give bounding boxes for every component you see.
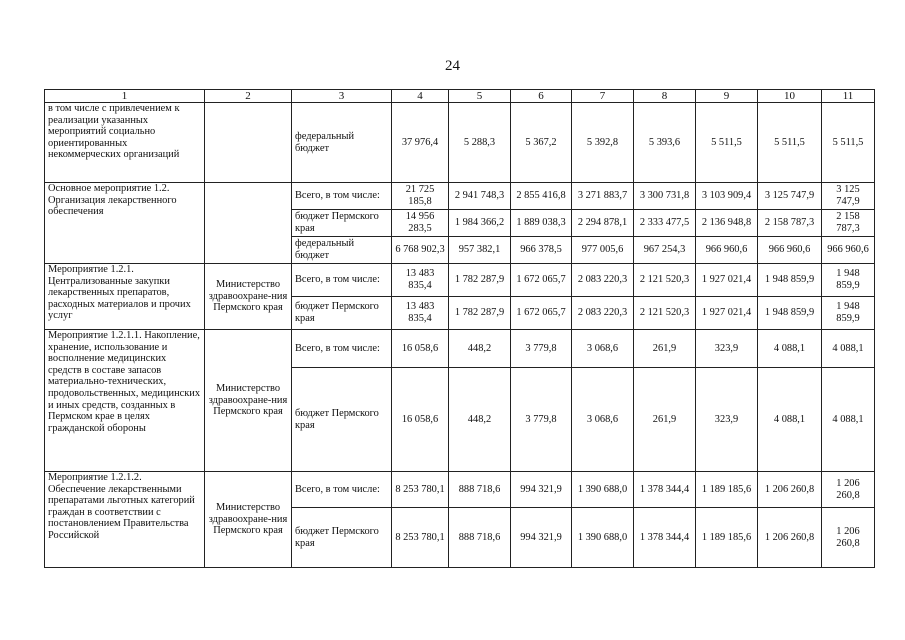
value-cell: 1 378 344,4 bbox=[634, 472, 696, 508]
value-cell: 13 483 835,4 bbox=[392, 264, 449, 297]
value-cell: 1 189 185,6 bbox=[696, 472, 758, 508]
header-cell: 8 bbox=[634, 90, 696, 103]
value-cell: 3 125 747,9 bbox=[758, 183, 822, 210]
value-cell: 5 392,8 bbox=[572, 103, 634, 183]
value-cell: 1 782 287,9 bbox=[449, 264, 511, 297]
value-cell: 5 511,5 bbox=[822, 103, 875, 183]
value-cell: 888 718,6 bbox=[449, 472, 511, 508]
value-cell: 5 393,6 bbox=[634, 103, 696, 183]
value-cell: 2 941 748,3 bbox=[449, 183, 511, 210]
measure-description: Мероприятие 1.2.1.2. Обеспечение лекарственными препаратами льготных категорий граждан в соответствии с постановлением Правительства Российской bbox=[45, 472, 205, 568]
header-row bbox=[45, 90, 875, 103]
funding-source: бюджет Пермского края bbox=[292, 368, 392, 472]
value-cell: 2 158 787,3 bbox=[822, 210, 875, 237]
value-cell: 3 779,8 bbox=[511, 330, 572, 368]
value-cell: 966 960,6 bbox=[758, 237, 822, 264]
value-cell: 3 068,6 bbox=[572, 330, 634, 368]
value-cell: 8 253 780,1 bbox=[392, 472, 449, 508]
executor-cell: Министерство здравоохране-ния Пермского края bbox=[205, 264, 292, 330]
table-row bbox=[45, 183, 875, 210]
table-row bbox=[45, 472, 875, 508]
value-cell: 3 068,6 bbox=[572, 368, 634, 472]
executor-cell: Министерство здравоохране-ния Пермского края bbox=[205, 472, 292, 568]
value-cell: 2 121 520,3 bbox=[634, 264, 696, 297]
value-cell: 323,9 bbox=[696, 368, 758, 472]
funding-source: федеральный бюджет bbox=[292, 237, 392, 264]
header-cell: 2 bbox=[205, 90, 292, 103]
value-cell: 37 976,4 bbox=[392, 103, 449, 183]
value-cell: 3 103 909,4 bbox=[696, 183, 758, 210]
funding-source: Всего, в том числе: bbox=[292, 472, 392, 508]
value-cell: 5 511,5 bbox=[758, 103, 822, 183]
value-cell: 3 125 747,9 bbox=[822, 183, 875, 210]
value-cell: 1 390 688,0 bbox=[572, 508, 634, 568]
measure-description: Мероприятие 1.2.1.1. Накопление, хранение, использование и восполнение медицинских средств в составе запасов материально-технических, продовольственных, медицинских и иных средств, созданных в Пермском крае в целях гражданской обороны bbox=[45, 330, 205, 472]
executor-cell bbox=[205, 103, 292, 183]
table-row bbox=[45, 103, 875, 183]
value-cell: 3 300 731,8 bbox=[634, 183, 696, 210]
value-cell: 1 948 859,9 bbox=[822, 297, 875, 330]
value-cell: 1 206 260,8 bbox=[758, 472, 822, 508]
value-cell: 1 927 021,4 bbox=[696, 297, 758, 330]
funding-source: бюджет Пермского края bbox=[292, 297, 392, 330]
measure-description: Основное мероприятие 1.2. Организация лекарственного обеспечения bbox=[45, 183, 205, 264]
value-cell: 1 189 185,6 bbox=[696, 508, 758, 568]
value-cell: 4 088,1 bbox=[758, 368, 822, 472]
value-cell: 994 321,9 bbox=[511, 472, 572, 508]
funding-source: федеральный бюджет bbox=[292, 103, 392, 183]
header-cell: 11 bbox=[822, 90, 875, 103]
value-cell: 261,9 bbox=[634, 368, 696, 472]
value-cell: 1 206 260,8 bbox=[758, 508, 822, 568]
budget-table bbox=[44, 89, 875, 568]
value-cell: 957 382,1 bbox=[449, 237, 511, 264]
executor-cell bbox=[205, 183, 292, 264]
funding-source: бюджет Пермского края bbox=[292, 508, 392, 568]
header-cell: 3 bbox=[292, 90, 392, 103]
header-cell: 5 bbox=[449, 90, 511, 103]
value-cell: 1 378 344,4 bbox=[634, 508, 696, 568]
value-cell: 1 948 859,9 bbox=[758, 264, 822, 297]
value-cell: 261,9 bbox=[634, 330, 696, 368]
value-cell: 5 511,5 bbox=[696, 103, 758, 183]
value-cell: 1 206 260,8 bbox=[822, 472, 875, 508]
value-cell: 888 718,6 bbox=[449, 508, 511, 568]
value-cell: 5 288,3 bbox=[449, 103, 511, 183]
value-cell: 2 294 878,1 bbox=[572, 210, 634, 237]
value-cell: 2 083 220,3 bbox=[572, 297, 634, 330]
value-cell: 448,2 bbox=[449, 330, 511, 368]
value-cell: 1 948 859,9 bbox=[758, 297, 822, 330]
value-cell: 14 956 283,5 bbox=[392, 210, 449, 237]
value-cell: 16 058,6 bbox=[392, 330, 449, 368]
value-cell: 323,9 bbox=[696, 330, 758, 368]
value-cell: 1 390 688,0 bbox=[572, 472, 634, 508]
value-cell: 13 483 835,4 bbox=[392, 297, 449, 330]
value-cell: 4 088,1 bbox=[822, 330, 875, 368]
value-cell: 1 206 260,8 bbox=[822, 508, 875, 568]
page-number: 24 bbox=[445, 58, 460, 74]
measure-description: в том числе с привлечением к реализации указанных мероприятий социально ориентированных некоммерческих организаций bbox=[45, 103, 205, 183]
value-cell: 2 158 787,3 bbox=[758, 210, 822, 237]
value-cell: 3 779,8 bbox=[511, 368, 572, 472]
value-cell: 8 253 780,1 bbox=[392, 508, 449, 568]
value-cell: 2 121 520,3 bbox=[634, 297, 696, 330]
table-row bbox=[45, 264, 875, 297]
value-cell: 5 367,2 bbox=[511, 103, 572, 183]
value-cell: 1 984 366,2 bbox=[449, 210, 511, 237]
value-cell: 1 782 287,9 bbox=[449, 297, 511, 330]
value-cell: 6 768 902,3 bbox=[392, 237, 449, 264]
value-cell: 1 948 859,9 bbox=[822, 264, 875, 297]
value-cell: 2 333 477,5 bbox=[634, 210, 696, 237]
header-cell: 9 bbox=[696, 90, 758, 103]
value-cell: 3 271 883,7 bbox=[572, 183, 634, 210]
header-cell: 4 bbox=[392, 90, 449, 103]
executor-cell: Министерство здравоохране-ния Пермского края bbox=[205, 330, 292, 472]
value-cell: 4 088,1 bbox=[758, 330, 822, 368]
funding-source: бюджет Пермского края bbox=[292, 210, 392, 237]
header-cell: 6 bbox=[511, 90, 572, 103]
value-cell: 967 254,3 bbox=[634, 237, 696, 264]
header-cell: 10 bbox=[758, 90, 822, 103]
value-cell: 1 672 065,7 bbox=[511, 264, 572, 297]
value-cell: 2 083 220,3 bbox=[572, 264, 634, 297]
value-cell: 1 889 038,3 bbox=[511, 210, 572, 237]
table-row bbox=[45, 330, 875, 368]
funding-source: Всего, в том числе: bbox=[292, 264, 392, 297]
value-cell: 977 005,6 bbox=[572, 237, 634, 264]
value-cell: 448,2 bbox=[449, 368, 511, 472]
value-cell: 4 088,1 bbox=[822, 368, 875, 472]
funding-source: Всего, в том числе: bbox=[292, 183, 392, 210]
header-cell: 7 bbox=[572, 90, 634, 103]
value-cell: 1 672 065,7 bbox=[511, 297, 572, 330]
value-cell: 966 960,6 bbox=[696, 237, 758, 264]
value-cell: 966 960,6 bbox=[822, 237, 875, 264]
value-cell: 2 855 416,8 bbox=[511, 183, 572, 210]
value-cell: 2 136 948,8 bbox=[696, 210, 758, 237]
funding-source: Всего, в том числе: bbox=[292, 330, 392, 368]
value-cell: 1 927 021,4 bbox=[696, 264, 758, 297]
header-cell: 1 bbox=[45, 90, 205, 103]
value-cell: 994 321,9 bbox=[511, 508, 572, 568]
value-cell: 966 378,5 bbox=[511, 237, 572, 264]
measure-description: Мероприятие 1.2.1. Централизованные закупки лекарственных препаратов, расходных материалов и прочих услуг bbox=[45, 264, 205, 330]
value-cell: 16 058,6 bbox=[392, 368, 449, 472]
value-cell: 21 725 185,8 bbox=[392, 183, 449, 210]
